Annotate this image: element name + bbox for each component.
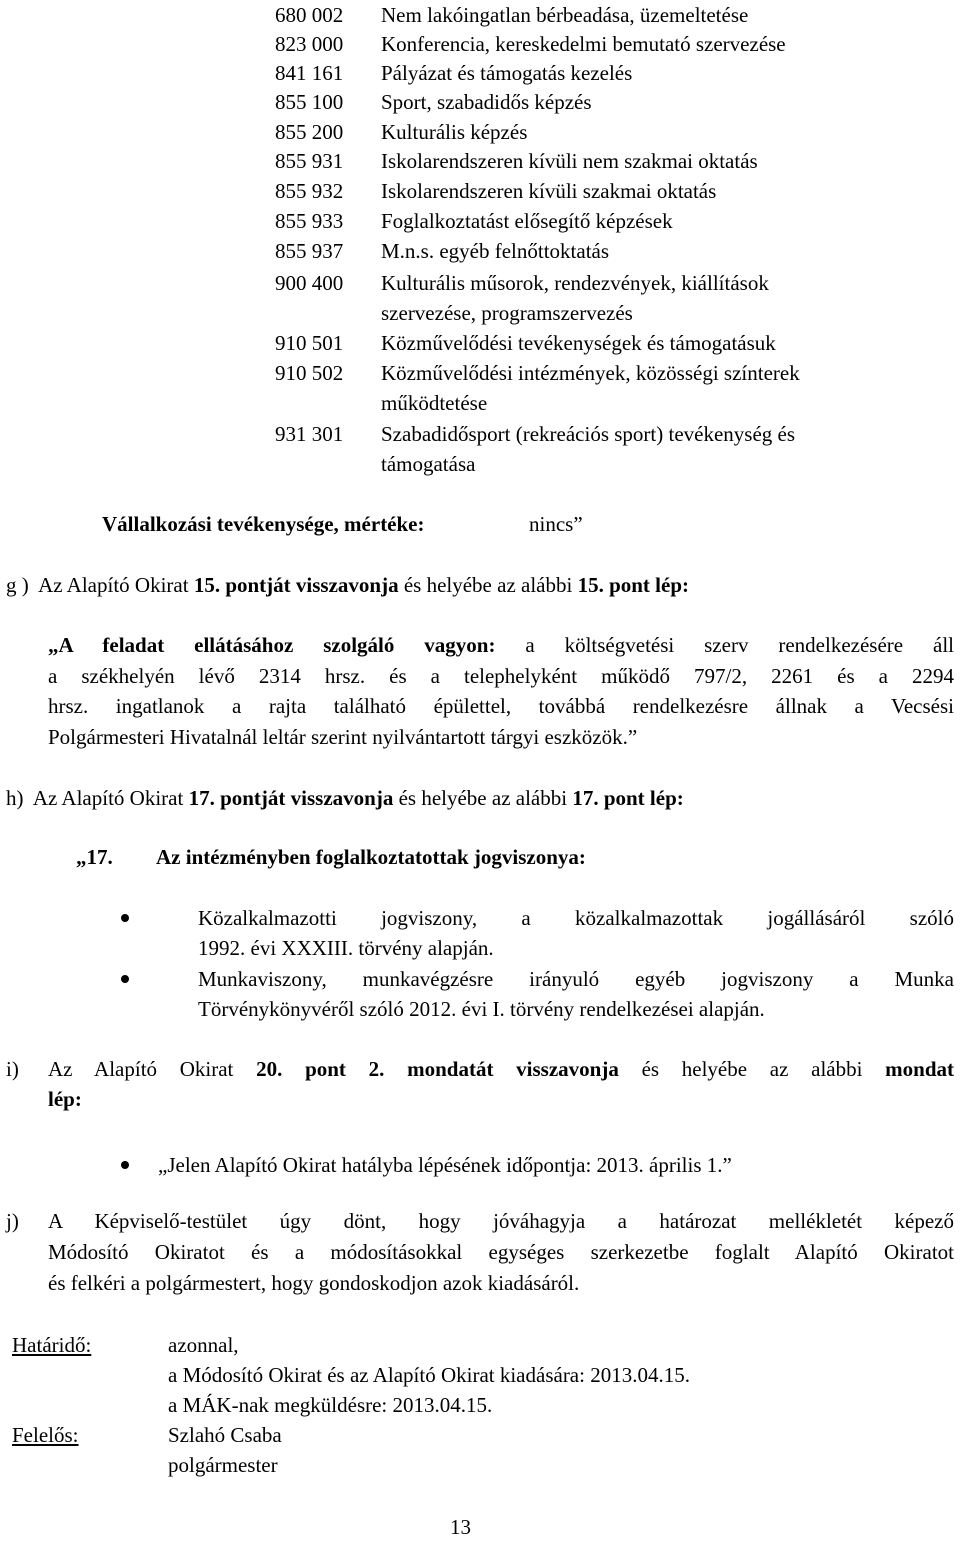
activity-desc-continued: működtetése [381,391,488,415]
section-marker: h) [6,786,24,810]
heading-action: pontját visszavonja [220,786,394,810]
section-i-heading-continued: lép: [48,1087,82,1111]
activity-code: 823 000 [275,32,344,56]
activity-code: 855 200 [275,120,344,144]
section-i-marker: i) [6,1057,19,1081]
section-h-heading [6,783,684,813]
activity-desc: Konferencia, kereskedelmi bemutató szervezése [381,32,786,56]
heading-text: és helyébe az alábbi [398,786,568,810]
heading-text: Az Alapító Okirat [48,1057,234,1081]
activity-desc: M.n.s. egyéb felnőttoktatás [381,239,610,263]
heading-text: Az Alapító Okirat [38,573,189,597]
activity-code: 900 400 [275,271,344,295]
activity-code: 855 932 [275,179,344,203]
paragraph-text: a költségvetési szerv rendelkezésére áll [525,633,954,657]
h-sub-heading-num: „17. [76,845,113,869]
deadline-label: Határidő: [12,1333,92,1357]
activity-code: 910 502 [275,361,344,385]
responsible-line: Szlahó Csaba [168,1423,282,1447]
bold-lead: „A feladat ellátásához szolgáló vagyon: [48,633,496,657]
responsible-line: polgármester [168,1453,278,1477]
bullet-line: Munkaviszony, munkavégzésre irányuló egyéb jogviszony a Munka [198,967,954,991]
activity-code: 910 501 [275,331,344,355]
heading-action: mondat [885,1057,955,1081]
responsible-label: Felelős: [12,1423,79,1447]
g-paragraph-line: Polgármesteri Hivatalnál leltár szerint nyilvántartott tárgyi eszközök.” [48,725,638,749]
activity-desc-continued: támogatása [381,452,476,476]
heading-num: 15. [193,573,221,597]
business-label: Vállalkozási tevékenysége, mértéke: [102,512,425,536]
section-i-heading [48,1054,954,1084]
activity-code: 855 937 [275,239,344,263]
j-paragraph-line: A Képviselő-testület úgy dönt, hogy jóváhagyja a határozat mellékletét képező [48,1209,954,1233]
activity-code: 931 301 [275,422,344,446]
g-paragraph-line: hrsz. ingatlanok a rajta található épülettel, továbbá rendelkezésre állnak a Vecsési [48,694,954,718]
deadline-line: azonnal, [168,1333,239,1357]
bullet-icon [121,1161,129,1169]
heading-text: Az Alapító Okirat [32,786,184,810]
section-marker: g ) [6,573,29,597]
activity-code: 680 002 [275,3,344,27]
bullet-icon [121,914,129,922]
heading-action: mondatát visszavonja [407,1057,619,1081]
heading-action: pontját visszavonja [225,573,399,597]
activity-desc: Kulturális műsorok, rendezvények, kiállítások [381,271,769,295]
activity-desc: Közművelődési intézmények, közösségi színterek [381,361,800,385]
j-paragraph-line: Módosító Okiratot és a módosításokkal egységes szerkezetbe foglalt Alapító Okiratot [48,1240,954,1264]
activity-desc-continued: szervezése, programszervezés [381,301,633,325]
deadline-line: a MÁK-nak megküldésre: 2013.04.15. [168,1393,493,1417]
g-paragraph-line [48,630,954,660]
business-value: nincs” [529,512,583,536]
bullet-icon [121,975,129,983]
activity-desc: Közművelődési tevékenységek és támogatásuk [381,331,776,355]
activity-code: 855 931 [275,149,344,173]
page-number: 13 [450,1515,471,1539]
activity-code: 855 933 [275,209,344,233]
heading-action: pont lép: [609,573,690,597]
activity-desc: Sport, szabadidős képzés [381,90,592,114]
j-paragraph-line: és felkéri a polgármestert, hogy gondoskodjon azok kiadásáról. [48,1271,580,1295]
bullet-line: Törvénykönyvéről szóló 2012. évi I. törvény rendelkezései alapján. [198,997,765,1021]
section-g-heading [6,570,689,600]
heading-text: és helyébe az alábbi [641,1057,863,1081]
heading-num: 17. [572,786,599,810]
activity-code: 841 161 [275,61,344,85]
heading-num: 17. [188,786,215,810]
heading-action: pont lép: [603,786,684,810]
activity-desc: Foglalkoztatást elősegítő képzések [381,209,673,233]
bullet-line: Közalkalmazotti jogviszony, a közalkalmazottak jogállásáról szóló [198,906,954,930]
section-j-marker: j) [6,1209,19,1233]
heading-num: 20. pont 2. [256,1057,385,1081]
g-paragraph-line: a székhelyén lévő 2314 hrsz. és a telephelyként működő 797/2, 2261 és a 2294 [48,664,954,688]
bullet-line: 1992. évi XXXIII. törvény alapján. [198,936,494,960]
activity-desc: Kulturális képzés [381,120,528,144]
activity-desc: Iskolarendszeren kívüli szakmai oktatás [381,179,717,203]
deadline-line: a Módosító Okirat és az Alapító Okirat kiadására: 2013.04.15. [168,1363,690,1387]
activity-desc: Nem lakóingatlan bérbeadása, üzemeltetése [381,3,749,27]
h-sub-heading-text: Az intézményben foglalkoztatottak jogviszonya: [156,845,586,869]
bullet-line: „Jelen Alapító Okirat hatályba lépésének időpontja: 2013. április 1.” [158,1153,732,1177]
activity-code: 855 100 [275,90,344,114]
heading-num: 15. [577,573,604,597]
activity-desc: Pályázat és támogatás kezelés [381,61,633,85]
activity-desc: Iskolarendszeren kívüli nem szakmai oktatás [381,149,758,173]
activity-desc: Szabadidősport (rekreációs sport) tevékenység és [381,422,796,446]
heading-text: és helyébe az alábbi [403,573,573,597]
